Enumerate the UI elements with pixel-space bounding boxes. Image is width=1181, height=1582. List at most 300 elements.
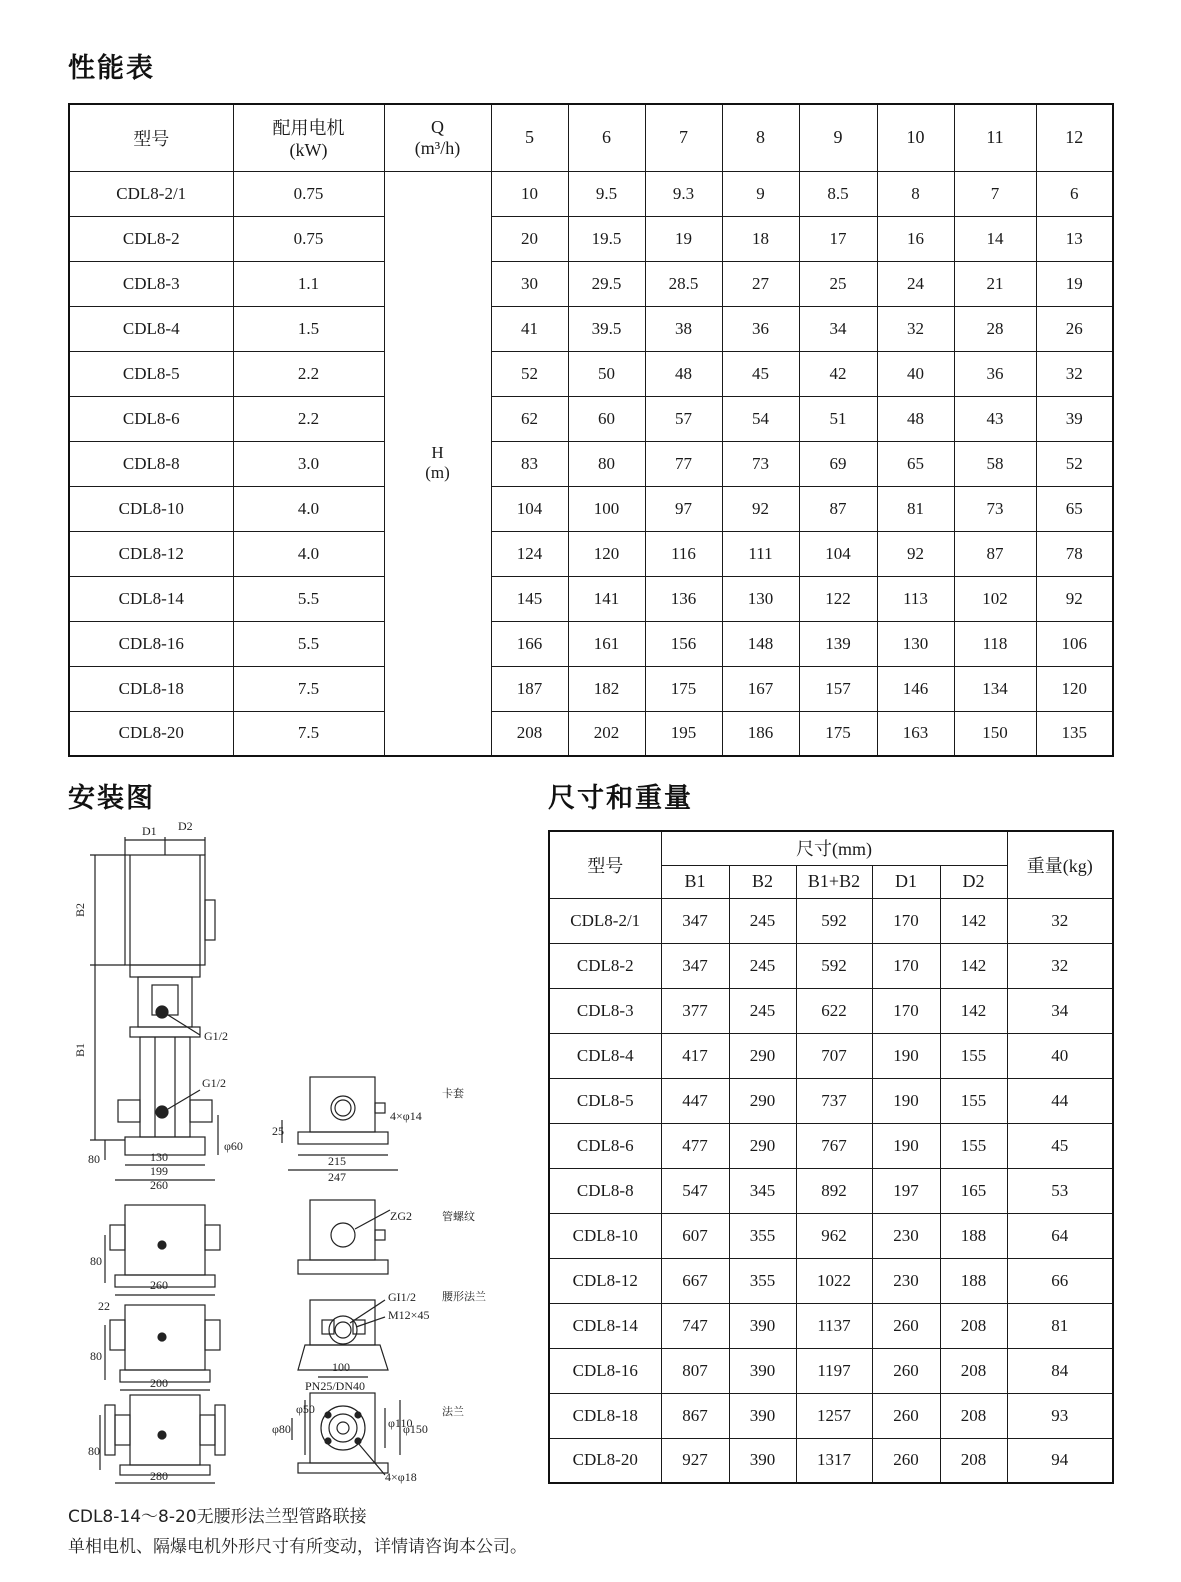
- head-value-cell: 21: [954, 261, 1036, 306]
- label-g-top: G1/2: [204, 1029, 228, 1043]
- model-cell: CDL8-6: [549, 1123, 661, 1168]
- dimension-cell: 667: [661, 1258, 729, 1303]
- table-row: [549, 1213, 1113, 1258]
- head-value-cell: 124: [491, 531, 568, 576]
- dim-header-col: D1: [872, 865, 940, 898]
- table-row: [549, 1393, 1113, 1438]
- model-cell: CDL8-4: [69, 306, 233, 351]
- head-value-cell: 27: [722, 261, 799, 306]
- dimension-cell: 290: [729, 1033, 796, 1078]
- head-value-cell: 182: [568, 666, 645, 711]
- head-value-cell: 102: [954, 576, 1036, 621]
- motor-cell: 3.0: [233, 441, 384, 486]
- label-phi150: φ150: [403, 1422, 428, 1436]
- performance-header-row: [69, 104, 1113, 171]
- head-value-cell: 45: [722, 351, 799, 396]
- head-value-cell: 150: [954, 711, 1036, 756]
- motor-cell: 4.0: [233, 531, 384, 576]
- model-cell: CDL8-20: [549, 1438, 661, 1483]
- dimension-cell: 142: [940, 898, 1007, 943]
- label-m12: M12×45: [388, 1308, 430, 1322]
- head-value-cell: 73: [722, 441, 799, 486]
- head-value-cell: 104: [799, 531, 877, 576]
- label-pn: PN25/DN40: [305, 1379, 366, 1393]
- model-cell: CDL8-2: [69, 216, 233, 261]
- motor-cell: 5.5: [233, 621, 384, 666]
- header-flow: 11: [954, 104, 1036, 171]
- head-value-cell: 73: [954, 486, 1036, 531]
- head-value-cell: 39: [1036, 396, 1113, 441]
- performance-table: [68, 103, 1114, 757]
- dimension-cell: 155: [940, 1123, 1007, 1168]
- model-cell: CDL8-2/1: [69, 171, 233, 216]
- header-q-line1: Q: [431, 116, 444, 137]
- motor-cell: 4.0: [233, 486, 384, 531]
- head-value-cell: 195: [645, 711, 722, 756]
- label-phi80: φ80: [272, 1422, 291, 1436]
- dimension-cell: 155: [940, 1033, 1007, 1078]
- head-value-cell: 92: [1036, 576, 1113, 621]
- head-value-cell: 92: [722, 486, 799, 531]
- dimension-cell: 867: [661, 1393, 729, 1438]
- dimension-cell: 347: [661, 943, 729, 988]
- dimension-cell: 390: [729, 1438, 796, 1483]
- head-value-cell: 145: [491, 576, 568, 621]
- motor-cell: 1.1: [233, 261, 384, 306]
- head-value-cell: 78: [1036, 531, 1113, 576]
- head-value-cell: 62: [491, 396, 568, 441]
- dimension-cell: 592: [796, 898, 872, 943]
- head-value-cell: 167: [722, 666, 799, 711]
- head-value-cell: 25: [799, 261, 877, 306]
- head-value-cell: 134: [954, 666, 1036, 711]
- callout-flange: 法兰: [442, 1405, 464, 1418]
- model-cell: CDL8-2/1: [549, 898, 661, 943]
- dimension-cell: 345: [729, 1168, 796, 1213]
- head-value-cell: 26: [1036, 306, 1113, 351]
- table-row: [69, 486, 1113, 531]
- head-value-cell: 28.5: [645, 261, 722, 306]
- head-value-cell: 130: [722, 576, 799, 621]
- head-value-cell: 34: [799, 306, 877, 351]
- dimension-cell: 245: [729, 988, 796, 1033]
- dimension-cell: 142: [940, 988, 1007, 1033]
- model-cell: CDL8-6: [69, 396, 233, 441]
- dimension-cell: 1197: [796, 1348, 872, 1393]
- dimension-cell: 447: [661, 1078, 729, 1123]
- dimension-cell: 390: [729, 1393, 796, 1438]
- dimension-cell: 290: [729, 1078, 796, 1123]
- model-cell: CDL8-4: [549, 1033, 661, 1078]
- label-22: 22: [98, 1299, 110, 1313]
- weight-cell: 66: [1007, 1258, 1113, 1303]
- model-cell: CDL8-12: [549, 1258, 661, 1303]
- weight-cell: 53: [1007, 1168, 1113, 1213]
- model-cell: CDL8-12: [69, 531, 233, 576]
- weight-cell: 94: [1007, 1438, 1113, 1483]
- dimension-cell: 190: [872, 1033, 940, 1078]
- label-g-mid: G1/2: [202, 1076, 226, 1090]
- head-value-cell: 135: [1036, 711, 1113, 756]
- motor-cell: 1.5: [233, 306, 384, 351]
- header-flow: 10: [877, 104, 954, 171]
- head-value-cell: 30: [491, 261, 568, 306]
- head-value-cell: 146: [877, 666, 954, 711]
- head-value-cell: 87: [954, 531, 1036, 576]
- head-value-cell: 10: [491, 171, 568, 216]
- head-value-cell: 120: [1036, 666, 1113, 711]
- dimensions-title: 尺寸和重量: [548, 783, 693, 814]
- dimension-cell: 208: [940, 1438, 1007, 1483]
- dimension-cell: 190: [872, 1123, 940, 1168]
- head-value-cell: 148: [722, 621, 799, 666]
- dimensions-table: [548, 830, 1114, 1484]
- head-value-cell: 13: [1036, 216, 1113, 261]
- head-value-cell: 175: [799, 711, 877, 756]
- head-value-cell: 111: [722, 531, 799, 576]
- motor-cell: 7.5: [233, 711, 384, 756]
- model-cell: CDL8-20: [69, 711, 233, 756]
- head-value-cell: 166: [491, 621, 568, 666]
- head-value-cell: 120: [568, 531, 645, 576]
- dimension-cell: 417: [661, 1033, 729, 1078]
- table-row: [549, 1078, 1113, 1123]
- label-phi50: φ50: [296, 1402, 315, 1416]
- head-value-cell: 58: [954, 441, 1036, 486]
- dimension-cell: 592: [796, 943, 872, 988]
- model-cell: CDL8-3: [549, 988, 661, 1033]
- weight-cell: 93: [1007, 1393, 1113, 1438]
- dimension-cell: 1137: [796, 1303, 872, 1348]
- callout-card-sleeve: 卡套: [442, 1087, 464, 1100]
- head-value-cell: 42: [799, 351, 877, 396]
- head-value-cell: 16: [877, 216, 954, 261]
- head-value-cell: 156: [645, 621, 722, 666]
- weight-cell: 64: [1007, 1213, 1113, 1258]
- head-value-cell: 36: [954, 351, 1036, 396]
- head-value-cell: 52: [1036, 441, 1113, 486]
- dimension-cell: 607: [661, 1213, 729, 1258]
- head-value-cell: 39.5: [568, 306, 645, 351]
- head-value-cell: 187: [491, 666, 568, 711]
- dim-header-model: 型号: [549, 831, 661, 898]
- model-cell: CDL8-8: [69, 441, 233, 486]
- model-cell: CDL8-14: [549, 1303, 661, 1348]
- dimension-cell: 747: [661, 1303, 729, 1348]
- dimension-cell: 260: [872, 1303, 940, 1348]
- dimension-cell: 807: [661, 1348, 729, 1393]
- head-value-cell: 175: [645, 666, 722, 711]
- label-phi60: φ60: [224, 1139, 243, 1153]
- weight-cell: 32: [1007, 943, 1113, 988]
- head-value-cell: 38: [645, 306, 722, 351]
- dimension-cell: 188: [940, 1213, 1007, 1258]
- head-value-cell: 41: [491, 306, 568, 351]
- head-value-cell: 60: [568, 396, 645, 441]
- head-value-cell: 19: [645, 216, 722, 261]
- dimension-cell: 230: [872, 1258, 940, 1303]
- head-value-cell: 32: [1036, 351, 1113, 396]
- note-line-1: CDL8-14～8-20无腰形法兰型管路联接: [68, 1507, 367, 1527]
- dimension-cell: 355: [729, 1258, 796, 1303]
- header-q-line2: (m³/h): [414, 137, 461, 158]
- model-cell: CDL8-5: [549, 1078, 661, 1123]
- head-value-cell: 9.3: [645, 171, 722, 216]
- dim-header-weight: 重量(kg): [1007, 831, 1113, 898]
- dimension-cell: 170: [872, 943, 940, 988]
- model-cell: CDL8-5: [69, 351, 233, 396]
- dimension-cell: 188: [940, 1258, 1007, 1303]
- label-199: 199: [150, 1164, 168, 1178]
- model-cell: CDL8-16: [549, 1348, 661, 1393]
- head-value-cell: 52: [491, 351, 568, 396]
- weight-cell: 81: [1007, 1303, 1113, 1348]
- header-model: 型号: [69, 104, 233, 171]
- dim-header-size: 尺寸(mm): [661, 831, 1007, 865]
- head-unit-cell: [384, 171, 491, 756]
- model-cell: CDL8-18: [69, 666, 233, 711]
- model-cell: CDL8-3: [69, 261, 233, 306]
- label-zg2: ZG2: [390, 1209, 412, 1223]
- callout-pipe-thread: 管螺纹: [442, 1210, 475, 1223]
- dimension-cell: 927: [661, 1438, 729, 1483]
- dimensions-header-row: [549, 831, 1113, 865]
- header-motor: [233, 104, 384, 171]
- head-value-cell: 106: [1036, 621, 1113, 666]
- motor-cell: 5.5: [233, 576, 384, 621]
- label-gi12: GI1/2: [388, 1290, 416, 1304]
- model-cell: CDL8-2: [549, 943, 661, 988]
- head-unit-line1: H: [431, 443, 444, 463]
- head-value-cell: 18: [722, 216, 799, 261]
- model-cell: CDL8-8: [549, 1168, 661, 1213]
- head-value-cell: 122: [799, 576, 877, 621]
- dimension-cell: 1317: [796, 1438, 872, 1483]
- table-row: [549, 1168, 1113, 1213]
- head-value-cell: 92: [877, 531, 954, 576]
- header-flow: 5: [491, 104, 568, 171]
- head-value-cell: 36: [722, 306, 799, 351]
- table-row: [549, 1033, 1113, 1078]
- motor-cell: 0.75: [233, 171, 384, 216]
- header-flow: 6: [568, 104, 645, 171]
- dimension-cell: 477: [661, 1123, 729, 1168]
- head-value-cell: 57: [645, 396, 722, 441]
- dimension-cell: 170: [872, 898, 940, 943]
- head-value-cell: 130: [877, 621, 954, 666]
- dimension-cell: 390: [729, 1303, 796, 1348]
- header-q: [384, 104, 491, 171]
- head-value-cell: 65: [1036, 486, 1113, 531]
- head-value-cell: 28: [954, 306, 1036, 351]
- weight-cell: 45: [1007, 1123, 1113, 1168]
- head-value-cell: 17: [799, 216, 877, 261]
- head-value-cell: 9.5: [568, 171, 645, 216]
- dimension-cell: 290: [729, 1123, 796, 1168]
- label-215: 215: [328, 1154, 346, 1168]
- head-value-cell: 83: [491, 441, 568, 486]
- head-value-cell: 163: [877, 711, 954, 756]
- head-value-cell: 87: [799, 486, 877, 531]
- head-value-cell: 113: [877, 576, 954, 621]
- dimension-cell: 962: [796, 1213, 872, 1258]
- label-80a: 80: [88, 1152, 100, 1166]
- dimension-cell: 737: [796, 1078, 872, 1123]
- model-cell: CDL8-16: [69, 621, 233, 666]
- table-row: [549, 1303, 1113, 1348]
- table-row: [69, 531, 1113, 576]
- dimension-cell: 170: [872, 988, 940, 1033]
- dimension-cell: 390: [729, 1348, 796, 1393]
- dimension-cell: 260: [872, 1393, 940, 1438]
- header-flow: 7: [645, 104, 722, 171]
- dimension-cell: 347: [661, 898, 729, 943]
- table-row: [69, 666, 1113, 711]
- header-flow: 9: [799, 104, 877, 171]
- table-row: [549, 898, 1113, 943]
- model-cell: CDL8-14: [69, 576, 233, 621]
- head-value-cell: 186: [722, 711, 799, 756]
- dimension-cell: 208: [940, 1303, 1007, 1348]
- label-phi110: φ110: [388, 1416, 413, 1430]
- label-b2: B2: [73, 902, 87, 917]
- dimension-cell: 260: [872, 1348, 940, 1393]
- label-260a: 260: [150, 1178, 168, 1192]
- head-value-cell: 7: [954, 171, 1036, 216]
- head-value-cell: 54: [722, 396, 799, 441]
- dimension-cell: 165: [940, 1168, 1007, 1213]
- dimension-cell: 197: [872, 1168, 940, 1213]
- head-value-cell: 8.5: [799, 171, 877, 216]
- table-row: [549, 1258, 1113, 1303]
- head-value-cell: 20: [491, 216, 568, 261]
- head-value-cell: 97: [645, 486, 722, 531]
- dimension-cell: 767: [796, 1123, 872, 1168]
- label-b1: B1: [73, 1042, 87, 1057]
- label-4x14: 4×φ14: [390, 1109, 422, 1123]
- motor-cell: 2.2: [233, 351, 384, 396]
- dimension-cell: 190: [872, 1078, 940, 1123]
- header-motor-line2: (kW): [289, 140, 328, 161]
- dim-header-col: B1+B2: [796, 865, 872, 898]
- weight-cell: 44: [1007, 1078, 1113, 1123]
- head-value-cell: 40: [877, 351, 954, 396]
- table-row: [69, 396, 1113, 441]
- head-value-cell: 65: [877, 441, 954, 486]
- label-4x18: 4×φ18: [385, 1470, 417, 1484]
- label-d2: D2: [178, 819, 193, 833]
- table-row: [69, 351, 1113, 396]
- dimension-cell: 155: [940, 1078, 1007, 1123]
- head-value-cell: 208: [491, 711, 568, 756]
- table-row: [549, 988, 1113, 1033]
- table-row: [69, 171, 1113, 216]
- label-d1: D1: [142, 824, 157, 838]
- head-value-cell: 100: [568, 486, 645, 531]
- head-value-cell: 19.5: [568, 216, 645, 261]
- note-line-2: 单相电机、隔爆电机外形尺寸有所变动，详情请咨询本公司。: [68, 1537, 527, 1557]
- label-260b: 260: [150, 1278, 168, 1292]
- dimension-cell: 622: [796, 988, 872, 1033]
- label-280: 280: [150, 1469, 168, 1483]
- table-row: [549, 1348, 1113, 1393]
- head-unit-line2: (m): [425, 463, 450, 483]
- dimension-cell: 245: [729, 898, 796, 943]
- label-25: 25: [272, 1124, 284, 1138]
- dimension-cell: 245: [729, 943, 796, 988]
- head-value-cell: 116: [645, 531, 722, 576]
- head-value-cell: 32: [877, 306, 954, 351]
- head-value-cell: 29.5: [568, 261, 645, 306]
- install-title: 安装图: [68, 783, 155, 814]
- head-value-cell: 6: [1036, 171, 1113, 216]
- table-row: [69, 216, 1113, 261]
- motor-cell: 7.5: [233, 666, 384, 711]
- head-value-cell: 77: [645, 441, 722, 486]
- table-row: [69, 306, 1113, 351]
- dim-header-col: B1: [661, 865, 729, 898]
- dimension-cell: 1022: [796, 1258, 872, 1303]
- head-value-cell: 51: [799, 396, 877, 441]
- head-value-cell: 80: [568, 441, 645, 486]
- dim-header-col: B2: [729, 865, 796, 898]
- dimension-cell: 208: [940, 1348, 1007, 1393]
- model-cell: CDL8-18: [549, 1393, 661, 1438]
- head-value-cell: 104: [491, 486, 568, 531]
- pump-stack: [140, 1037, 190, 1137]
- label-80b: 80: [90, 1254, 102, 1268]
- callout-waist-flange: 腰形法兰: [442, 1290, 486, 1303]
- label-130: 130: [150, 1150, 168, 1164]
- motor-cell: 0.75: [233, 216, 384, 261]
- installation-drawing: [60, 815, 510, 1495]
- dimension-cell: 892: [796, 1168, 872, 1213]
- head-value-cell: 69: [799, 441, 877, 486]
- table-row: [69, 576, 1113, 621]
- dimension-cell: 142: [940, 943, 1007, 988]
- head-value-cell: 118: [954, 621, 1036, 666]
- head-value-cell: 81: [877, 486, 954, 531]
- weight-cell: 32: [1007, 898, 1113, 943]
- table-row: [69, 621, 1113, 666]
- weight-cell: 40: [1007, 1033, 1113, 1078]
- head-value-cell: 14: [954, 216, 1036, 261]
- performance-title: 性能表: [68, 53, 155, 84]
- table-row: [549, 943, 1113, 988]
- head-value-cell: 161: [568, 621, 645, 666]
- head-value-cell: 24: [877, 261, 954, 306]
- weight-cell: 34: [1007, 988, 1113, 1033]
- header-flow: 12: [1036, 104, 1113, 171]
- label-247: 247: [328, 1170, 346, 1184]
- head-value-cell: 8: [877, 171, 954, 216]
- header-motor-line1: 配用电机: [272, 118, 345, 140]
- motor-cell: 2.2: [233, 396, 384, 441]
- table-row: [69, 441, 1113, 486]
- head-value-cell: 48: [877, 396, 954, 441]
- label-80d: 80: [88, 1444, 100, 1458]
- model-cell: CDL8-10: [69, 486, 233, 531]
- label-80c: 80: [90, 1349, 102, 1363]
- weight-cell: 84: [1007, 1348, 1113, 1393]
- dimension-cell: 230: [872, 1213, 940, 1258]
- label-200: 200: [150, 1376, 168, 1390]
- head-value-cell: 141: [568, 576, 645, 621]
- head-value-cell: 157: [799, 666, 877, 711]
- model-cell: CDL8-10: [549, 1213, 661, 1258]
- motor-body: [125, 855, 205, 965]
- dimension-cell: 208: [940, 1393, 1007, 1438]
